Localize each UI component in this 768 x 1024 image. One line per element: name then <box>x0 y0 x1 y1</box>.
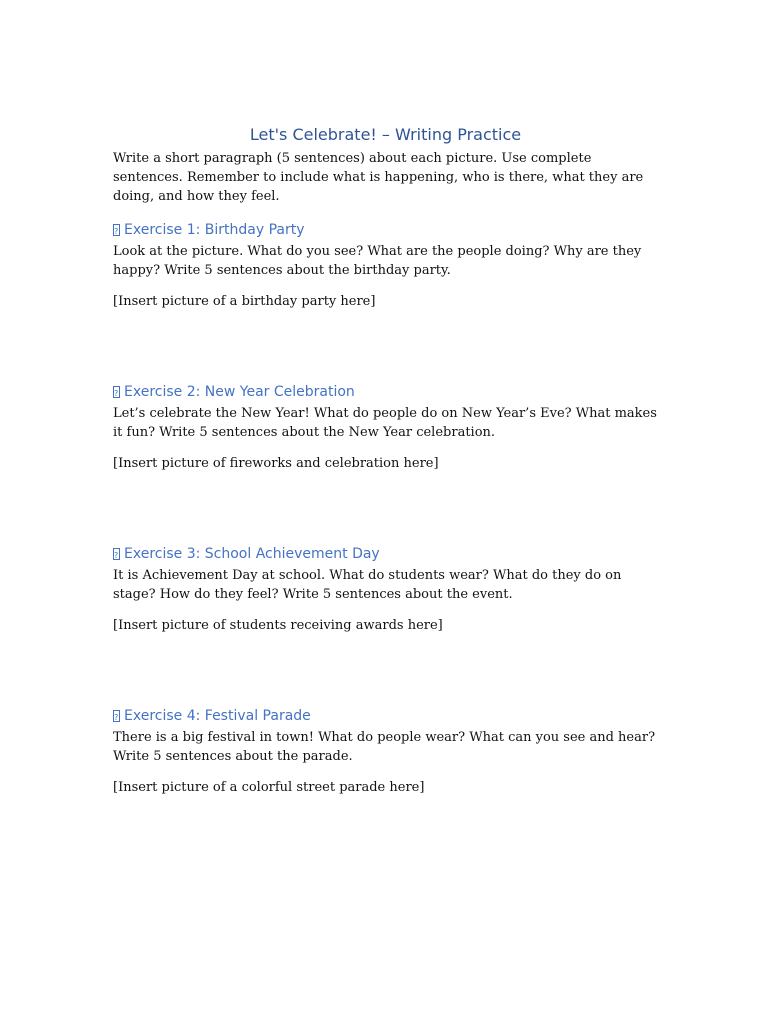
exercise-3-prompt: It is Achievement Day at school. What do students wear? What do they do on stage? How do they feel? Write 5 sentences about the event. <box>113 568 622 602</box>
exercise-1-prompt: Look at the picture. What do you see? What are the people doing? Why are they happy? Write 5 sentences about the birthday party. <box>113 244 642 278</box>
exercise-4-prompt: There is a big festival in town! What do people wear? What can you see and hear? Write 5 sentences about the parade. <box>113 730 656 764</box>
exercise-3-heading <box>113 544 658 564</box>
missing-glyph-icon <box>113 386 120 398</box>
exercise-1-heading-text: Exercise 1: Birthday Party <box>124 222 305 238</box>
exercise-4 <box>113 706 658 797</box>
exercise-3-heading-text: Exercise 3: School Achievement Day <box>124 546 380 562</box>
intro-paragraph: Write a short paragraph (5 sentences) about each picture. Use complete sentences. Remember to include what is happening, who is there, what they are doing, and how they feel. <box>113 151 644 204</box>
exercise-1-heading <box>113 220 658 240</box>
exercise-1-picture-placeholder: [Insert picture of a birthday party here] <box>113 294 376 309</box>
exercise-2-heading-text: Exercise 2: New Year Celebration <box>124 384 355 400</box>
exercise-2-prompt: Let’s celebrate the New Year! What do people do on New Year’s Eve? What makes it fun? Write 5 sentences about the New Year celebration. <box>113 406 657 440</box>
exercise-2-heading <box>113 382 658 402</box>
exercise-2 <box>113 382 658 473</box>
missing-glyph-icon <box>113 548 120 560</box>
exercise-4-heading-text: Exercise 4: Festival Parade <box>124 708 311 724</box>
document-title: Let's Celebrate! – Writing Practice <box>249 125 522 144</box>
exercise-4-picture-placeholder: [Insert picture of a colorful street parade here] <box>113 780 425 795</box>
exercise-2-picture-placeholder: [Insert picture of fireworks and celebration here] <box>113 456 439 471</box>
exercise-4-heading <box>113 706 658 726</box>
missing-glyph-icon <box>113 710 120 722</box>
exercise-3-picture-placeholder: [Insert picture of students receiving awards here] <box>113 618 443 633</box>
missing-glyph-icon <box>113 224 120 236</box>
exercise-3 <box>113 544 658 635</box>
document-body <box>113 124 658 797</box>
exercise-1 <box>113 220 658 311</box>
